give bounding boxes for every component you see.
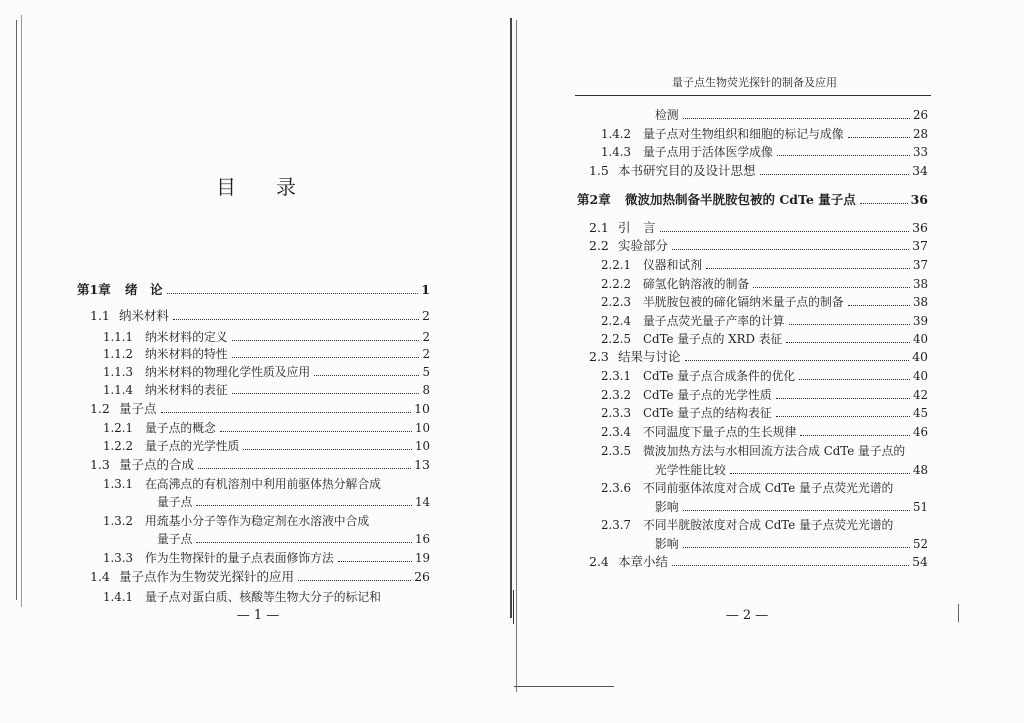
- dot-leader: [660, 231, 910, 232]
- page-number: 46: [912, 425, 928, 439]
- chapter-entry: [77, 282, 430, 298]
- section-title: 作为生物探针的量子点表面修饰方法: [145, 551, 334, 565]
- toc-entry: [601, 387, 928, 403]
- page-number: 2: [422, 330, 430, 344]
- toc-entry-continuation: [157, 531, 430, 547]
- section-number: 2.3.3: [601, 406, 632, 420]
- section-title-continuation: 量子点: [157, 495, 193, 509]
- section-number: 2.3.5: [601, 444, 632, 458]
- toc-entry-continuation: [655, 499, 928, 515]
- section-number: 1.3.2: [103, 514, 134, 528]
- page-number: 54: [912, 554, 928, 569]
- section-number: 1.1.4: [103, 383, 134, 397]
- dot-leader: [683, 547, 910, 548]
- section-title-continuation: 光学性能比较: [655, 463, 726, 477]
- section-title: 纳米材料的特性: [145, 347, 228, 361]
- toc-entry: [601, 480, 928, 496]
- toc-entry: [589, 238, 928, 254]
- page-number: 5: [422, 365, 430, 379]
- section-number: 1.3: [90, 457, 110, 472]
- toc-entry-continuation: [655, 462, 928, 478]
- running-header: 量子点生物荧光探针的制备及应用: [672, 76, 837, 89]
- dot-leader: [776, 398, 910, 399]
- toc-entry: [601, 331, 928, 347]
- page-number: 10: [414, 439, 430, 453]
- section-number: 1.4.1: [103, 590, 134, 604]
- section-number: 1.1.1: [103, 330, 134, 344]
- section-number: 1.1.2: [103, 347, 134, 361]
- page-number: 36: [910, 192, 928, 207]
- page-number: 19: [414, 551, 430, 565]
- section-title-continuation: 影响: [655, 537, 679, 551]
- section-number: 2.3.6: [601, 481, 632, 495]
- dot-leader: [685, 360, 910, 361]
- dot-leader: [848, 305, 910, 306]
- section-number: 2.3: [589, 349, 609, 364]
- section-number: 1.2.2: [103, 439, 134, 453]
- toc-entry: [103, 513, 430, 529]
- section-title: CdTe 量子点的光学性质: [643, 388, 772, 402]
- section-title: 本章小结: [618, 554, 669, 569]
- toc-entry: [601, 126, 928, 142]
- dot-leader: [232, 340, 420, 341]
- toc-entry: [601, 405, 928, 421]
- section-number: 1.3.3: [103, 551, 134, 565]
- section-title: 不同半胱胺浓度对合成 CdTe 量子点荧光光谱的: [643, 518, 894, 532]
- toc-entry: [601, 257, 928, 273]
- section-title: 不同前驱体浓度对合成 CdTe 量子点荧光光谱的: [643, 481, 894, 495]
- section-title-continuation: 量子点: [157, 532, 193, 546]
- dot-leader: [683, 510, 910, 511]
- dot-leader: [753, 287, 910, 288]
- page-number: 2: [422, 347, 430, 361]
- page-number: 40: [912, 369, 928, 383]
- section-title: 量子点的合成: [119, 457, 195, 472]
- dot-leader: [220, 431, 412, 432]
- section-title: 量子点的光学性质: [145, 439, 240, 453]
- toc-entry: [601, 424, 928, 440]
- section-title: 碲氢化钠溶液的制备: [643, 277, 750, 291]
- section-title: 结果与讨论: [618, 349, 681, 364]
- section-number: 2.3.1: [601, 369, 632, 383]
- page-footer: — 2 —: [725, 608, 769, 623]
- dot-leader: [848, 137, 910, 138]
- section-title: 纳米材料: [119, 308, 170, 323]
- dot-leader: [196, 505, 412, 506]
- section-number: 1.2.1: [103, 421, 134, 435]
- section-title: 本书研究目的及设计思想: [618, 163, 756, 178]
- section-number: 1.4.2: [601, 127, 632, 141]
- section-number: 2.4: [589, 554, 609, 569]
- page-number: 8: [422, 383, 430, 397]
- dot-leader: [196, 542, 412, 543]
- toc-entry: [103, 476, 430, 492]
- section-number: 2.2.3: [601, 295, 632, 309]
- toc-entry: [90, 401, 430, 417]
- section-title: 量子点: [119, 401, 157, 416]
- page-number: 2: [422, 308, 430, 323]
- toc-entry: [589, 163, 928, 179]
- page-number: 45: [912, 406, 928, 420]
- dot-leader: [314, 375, 419, 376]
- section-title: 纳米材料的表征: [145, 383, 228, 397]
- section-number: 第1章: [77, 282, 111, 297]
- section-title: 量子点用于活体医学成像: [643, 145, 773, 159]
- toc-entry: [589, 554, 928, 570]
- chapter-entry: [577, 192, 928, 208]
- section-number: 1.3.1: [103, 477, 134, 491]
- page-number: 26: [912, 108, 928, 122]
- page-number: 40: [912, 349, 928, 364]
- section-title: 纳米材料的物理化学性质及应用: [145, 365, 311, 379]
- page-number: 36: [912, 220, 928, 235]
- page-number: 10: [414, 401, 430, 416]
- section-title: 绪 论: [125, 282, 163, 297]
- page-number: 13: [414, 457, 430, 472]
- toc-entry: [601, 276, 928, 292]
- toc-entry: [90, 457, 430, 473]
- page-number: 38: [912, 277, 928, 291]
- page-number: 51: [912, 500, 928, 514]
- section-number: 2.2.2: [601, 277, 632, 291]
- page-number: 37: [912, 238, 928, 253]
- page-number: 28: [912, 127, 928, 141]
- dot-leader: [800, 435, 910, 436]
- toc-entry: [601, 517, 928, 533]
- section-title: 在高沸点的有机溶剂中利用前驱体热分解合成: [145, 477, 381, 491]
- toc-entry: [103, 364, 430, 380]
- dot-leader: [799, 379, 910, 380]
- section-title: 量子点作为生物荧光探针的应用: [119, 569, 295, 584]
- toc-entry: [589, 220, 928, 236]
- section-number: 2.3.4: [601, 425, 632, 439]
- page-number: 34: [912, 163, 928, 178]
- dot-leader: [683, 118, 910, 119]
- page-number: 1: [421, 282, 430, 297]
- toc-entry: [103, 550, 430, 566]
- dot-leader: [789, 324, 910, 325]
- page-number: 10: [414, 421, 430, 435]
- toc-entry: [103, 329, 430, 345]
- section-title: 实验部分: [618, 238, 669, 253]
- toc-entry: [90, 308, 430, 324]
- page-number: 39: [912, 314, 928, 328]
- toc-title: 目录: [216, 175, 336, 199]
- header-rule: [575, 95, 931, 96]
- page-number: 52: [912, 537, 928, 551]
- page-number: 26: [414, 569, 430, 584]
- dot-leader: [161, 412, 412, 413]
- section-title: 检测: [655, 108, 679, 122]
- page-number: 14: [414, 495, 430, 509]
- page-number: 38: [912, 295, 928, 309]
- section-title: 量子点的概念: [145, 421, 216, 435]
- section-number: 1.4.3: [601, 145, 632, 159]
- section-number: 2.2.5: [601, 332, 632, 346]
- section-title: 微波加热方法与水相回流方法合成 CdTe 量子点的: [643, 444, 906, 458]
- page-number: 33: [912, 145, 928, 159]
- dot-leader: [338, 561, 412, 562]
- dot-leader: [672, 249, 909, 250]
- section-number: 1.2: [90, 401, 110, 416]
- dot-leader: [776, 416, 910, 417]
- toc-entry: [601, 443, 928, 459]
- section-title: 纳米材料的定义: [145, 330, 228, 344]
- dot-leader: [786, 342, 910, 343]
- right-page: [512, 0, 1024, 723]
- toc-entry-continuation: [655, 536, 928, 552]
- toc-entry-continuation: [157, 494, 430, 510]
- dot-leader: [777, 155, 910, 156]
- toc-entry: [103, 420, 430, 436]
- dot-leader: [232, 393, 420, 394]
- toc-entry: [103, 346, 430, 362]
- section-number: 2.2: [589, 238, 609, 253]
- dot-leader: [706, 268, 910, 269]
- page-number: 42: [912, 388, 928, 402]
- toc-entry: [601, 313, 928, 329]
- section-title: 微波加热制备半胱胺包被的 CdTe 量子点: [625, 192, 856, 207]
- toc-entry: [601, 294, 928, 310]
- section-title: CdTe 量子点合成条件的优化: [643, 369, 796, 383]
- dot-leader: [860, 203, 908, 204]
- page-number: 48: [912, 463, 928, 477]
- page-number: 37: [912, 258, 928, 272]
- section-title: 量子点对蛋白质、核酸等生物大分子的标记和: [145, 590, 381, 604]
- section-number: 2.3.7: [601, 518, 632, 532]
- dot-leader: [760, 174, 910, 175]
- section-title: 引 言: [618, 220, 656, 235]
- toc-entry: [601, 368, 928, 384]
- dot-leader: [232, 357, 420, 358]
- toc-entry: [655, 107, 928, 123]
- section-number: 1.5: [589, 163, 609, 178]
- dot-leader: [198, 468, 411, 469]
- section-number: 2.2.1: [601, 258, 632, 272]
- section-title: 不同温度下量子点的生长规律: [643, 425, 797, 439]
- toc-entry: [103, 382, 430, 398]
- section-number: 2.3.2: [601, 388, 632, 402]
- section-title: CdTe 量子点的 XRD 表征: [643, 332, 783, 346]
- section-title-continuation: 影响: [655, 500, 679, 514]
- section-number: 1.4: [90, 569, 110, 584]
- section-title: 仪器和试剂: [643, 258, 702, 272]
- dot-leader: [173, 319, 419, 320]
- section-number: 2.1: [589, 220, 609, 235]
- dot-leader: [298, 580, 411, 581]
- section-number: 1.1.3: [103, 365, 134, 379]
- section-title: 半胱胺包被的碲化镉纳米量子点的制备: [643, 295, 844, 309]
- toc-entry: [90, 569, 430, 585]
- page-footer: — 1 —: [236, 608, 280, 623]
- toc-entry: [601, 144, 928, 160]
- page-number: 16: [414, 532, 430, 546]
- dot-leader: [243, 449, 412, 450]
- section-number: 2.2.4: [601, 314, 632, 328]
- section-number: 1.1: [90, 308, 110, 323]
- section-title: 量子点对生物组织和细胞的标记与成像: [643, 127, 844, 141]
- section-number: 第2章: [577, 192, 611, 207]
- section-title: 量子点荧光量子产率的计算: [643, 314, 785, 328]
- dot-leader: [672, 565, 909, 566]
- toc-entry: [103, 589, 430, 605]
- dot-leader: [167, 293, 419, 294]
- toc-entry: [589, 349, 928, 365]
- section-title: CdTe 量子点的结构表征: [643, 406, 772, 420]
- section-title: 用巯基小分子等作为稳定剂在水溶液中合成: [145, 514, 370, 528]
- toc-entry: [103, 438, 430, 454]
- dot-leader: [730, 473, 910, 474]
- page-number: 40: [912, 332, 928, 346]
